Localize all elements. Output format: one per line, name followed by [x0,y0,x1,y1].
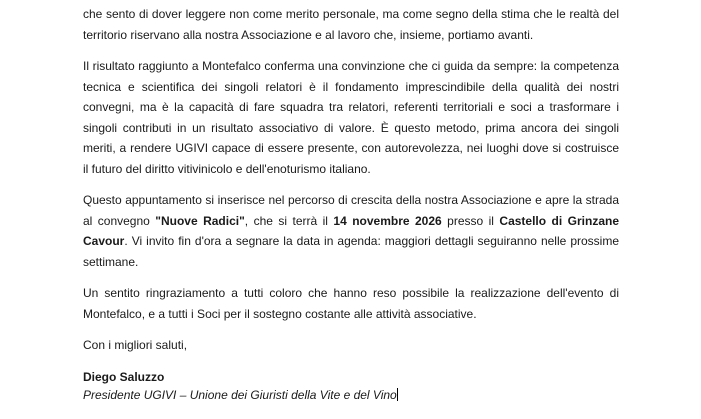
document-page [83,4,619,404]
paragraph-spacer [83,324,619,335]
paragraph-event [83,190,619,272]
text-cursor [397,388,398,401]
event-text-2: , che si terrà il [244,213,334,228]
paragraph-intro: che sento di dover leggere non come merito personale, ma come segno della stima che le realtà del territorio riservano alla nostra Associazione e al lavoro che, insieme, portiamo avanti. [83,7,619,42]
event-venue: Castello di Grinzane Cavour [83,213,619,248]
event-text-4: . Vi invito fin d'ora a segnare la data in agenda: maggiori dettagli seguiranno nelle prossime settimane. [83,234,619,269]
paragraph-spacer [83,45,619,56]
closing-line: Con i migliori saluti, [83,338,188,352]
event-text-1: Questo appuntamento si inserisce nel percorso di crescita della nostra Associazione e apre la strada al convegno [83,193,619,228]
event-title: "Nuove Radici" [155,213,245,228]
paragraph-spacer [83,179,619,190]
paragraph-spacer [83,272,619,283]
signature-role-line[interactable] [83,386,619,404]
event-text-3: presso il [441,213,500,228]
paragraph-result: Il risultato raggiunto a Montefalco conferma una convinzione che ci guida da sempre: la competenza tecnica e scientifica dei singoli relatori è il fondamento imprescindibile della qualità dei nostri convegni, ma è la capacità di fare squadra tra relatori, referenti territoriali e soci a trasformare i singoli contributi in un risultato associativo di valore. È questo metodo, prima ancora dei singoli meriti, a rendere UGIVI capace di essere presente, con autorevolezza, nei luoghi dove si costruisce il futuro del diritto vitivinicolo e dell'enoturismo italiano. [83,59,619,176]
signature-role: Presidente UGIVI – Unione dei Giuristi della Vite e del Vino [83,387,397,402]
paragraph-thanks: Un sentito ringraziamento a tutti coloro che hanno reso possibile la realizzazione dell'evento di Montefalco, e a tutti i Soci per il sostegno costante alle attività associative. [83,286,619,321]
event-date: 14 novembre 2026 [333,213,442,228]
signature-name: Diego Saluzzo [83,369,165,384]
paragraph-spacer [83,356,619,368]
